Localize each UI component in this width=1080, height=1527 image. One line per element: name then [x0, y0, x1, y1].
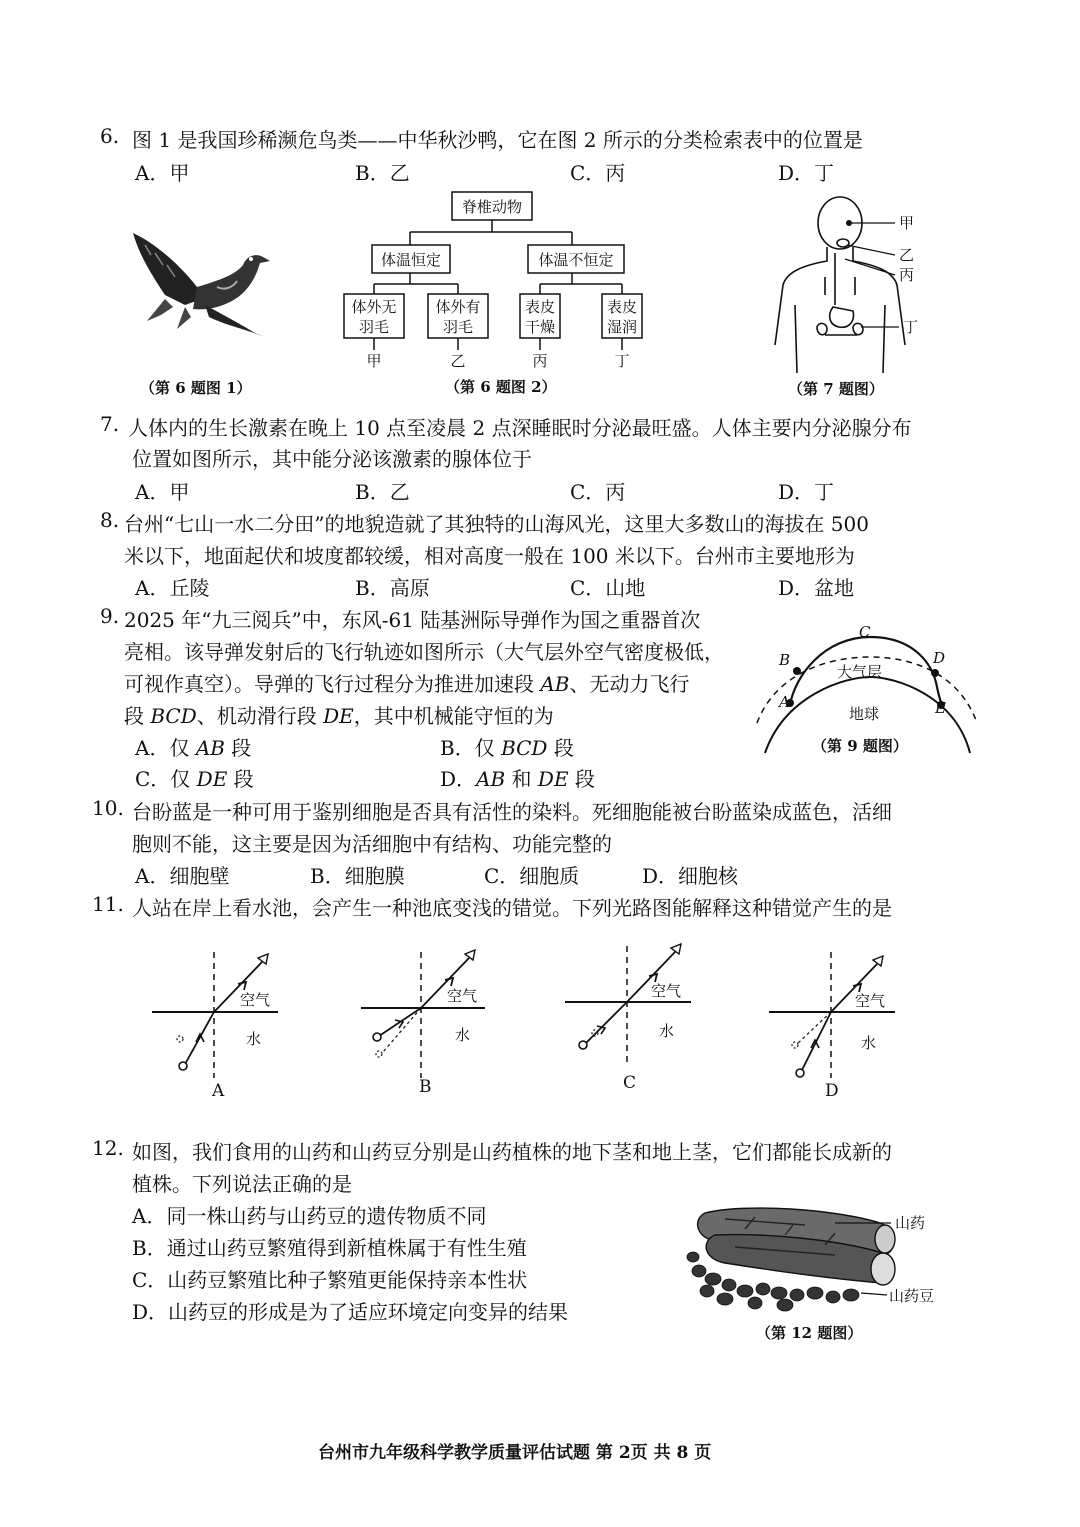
key-label-ding: 丁 — [614, 352, 630, 370]
key-left-node: 体温恒定 — [380, 251, 442, 269]
atmosphere-label: 大气层 — [837, 663, 883, 681]
human-endocrine-figure — [765, 195, 925, 375]
q10-option-c: C．细胞质 — [484, 864, 580, 888]
q8-number: 8. — [100, 508, 120, 532]
q6-fig2-caption: （第 6 题图 2） — [445, 378, 557, 396]
q9-fig-caption: （第 9 题图） — [812, 737, 908, 755]
q10-option-a: A．细胞壁 — [135, 864, 230, 888]
trajectory-point-c: C — [859, 623, 871, 641]
q12-number: 12. — [92, 1136, 124, 1160]
q12-stem-line1: 如图，我们食用的山药和山药豆分别是山药植株的地下茎和地上茎，它们都能长成新的 — [132, 1140, 892, 1164]
q7-stem-line1: 人体内的生长激素在晚上 10 点至凌晨 2 点深睡眠时分泌最旺盛。人体主要内分泌腺分布 — [128, 416, 912, 440]
q10-option-d: D．细胞核 — [642, 864, 739, 888]
trajectory-point-d: D — [933, 649, 946, 667]
key-label-yi: 乙 — [450, 352, 466, 370]
c-water-label: 水 — [659, 1022, 675, 1040]
key-label-jia: 甲 — [366, 352, 382, 370]
q11-number: 11. — [92, 892, 124, 916]
b-air-label: 空气 — [447, 987, 478, 1005]
body-label-bing: 丙 — [899, 266, 915, 284]
q12-option-b: B．通过山药豆繁殖得到新植株属于有性生殖 — [132, 1236, 527, 1260]
trajectory-point-e: E — [935, 699, 946, 717]
q8-stem-line1: 台州“七山一水二分田”的地貌造就了其独特的山海风光，这里大多数山的海拔在 500 — [124, 512, 869, 536]
q10-stem-line1: 台盼蓝是一种可用于鉴别细胞是否具有活性的染料。死细胞能被台盼蓝染成蓝色，活细 — [132, 800, 892, 824]
q8-stem-line2: 米以下，地面起伏和坡度都较缓，相对高度一般在 100 米以下。台州市主要地形为 — [124, 544, 855, 568]
q10-stem-line2: 胞则不能，这主要是因为活细胞中有结构、功能完整的 — [132, 832, 612, 856]
q9-option-d: D．AB 和 DE 段 — [440, 767, 595, 791]
q9-stem-line3: 可视作真空）。导弹的飞行过程分为推进加速段 AB、无动力飞行 — [124, 672, 690, 696]
q7-stem-line2: 位置如图所示，其中能分泌该激素的腺体位于 — [132, 447, 532, 471]
b-water-label: 水 — [455, 1026, 471, 1044]
key-leaf-4-l2: 湿润 — [606, 318, 638, 336]
key-leaf-3-l1: 表皮 — [524, 298, 556, 316]
q12-option-d: D．山药豆的形成是为了适应环境定向变异的结果 — [132, 1300, 569, 1324]
q12-option-c: C．山药豆繁殖比种子繁殖更能保持亲本性状 — [132, 1268, 528, 1292]
option-b-label: B — [419, 1077, 432, 1097]
d-air-label: 空气 — [855, 992, 886, 1010]
q9-option-c: C．仅 DE 段 — [135, 767, 254, 791]
q6-number: 6. — [100, 124, 120, 148]
c-air-label: 空气 — [651, 982, 682, 1000]
yam-bean-label: 山药豆 — [889, 1287, 935, 1305]
option-a-label: A — [212, 1081, 225, 1100]
q9-number: 9. — [100, 604, 120, 628]
option-c-label: C — [623, 1073, 637, 1093]
trajectory-point-a: A — [779, 693, 790, 711]
light-path-a — [150, 940, 285, 1100]
key-leaf-3-l2: 干燥 — [524, 318, 556, 336]
q11-stem: 人站在岸上看水池，会产生一种池底变浅的错觉。下列光路图能解释这种错觉产生的是 — [132, 896, 892, 920]
q8-option-d: D．盆地 — [778, 576, 855, 600]
key-leaf-1-l2: 羽毛 — [358, 318, 390, 336]
merganser-duck-figure — [125, 225, 275, 340]
d-water-label: 水 — [861, 1034, 877, 1052]
q9-stem-line2: 亮相。该导弹发射后的飞行轨迹如图所示（大气层外空气密度极低， — [124, 640, 724, 664]
body-label-jia: 甲 — [899, 214, 915, 232]
body-label-ding: 丁 — [903, 318, 919, 336]
key-root: 脊椎动物 — [461, 198, 523, 216]
key-leaf-2-l1: 体外有 — [435, 298, 481, 316]
q6-option-d: D．丁 — [778, 161, 835, 185]
q6-stem: 图 1 是我国珍稀濒危鸟类——中华秋沙鸭，它在图 2 所示的分类检索表中的位置是 — [132, 128, 863, 152]
light-path-b — [357, 940, 492, 1100]
q7-fig-caption: （第 7 题图） — [788, 380, 884, 398]
q8-option-c: C．山地 — [570, 576, 646, 600]
q6-option-c: C．丙 — [570, 161, 626, 185]
earth-label: 地球 — [849, 705, 880, 723]
option-d-label: D — [825, 1081, 839, 1100]
classification-key-diagram — [340, 190, 660, 370]
light-path-c — [563, 938, 698, 1098]
q9-stem-line1: 2025 年“九三阅兵”中，东风-61 陆基洲际导弹作为国之重器首次 — [124, 608, 701, 632]
q8-option-a: A．丘陵 — [135, 576, 210, 600]
q7-option-b: B．乙 — [355, 480, 410, 504]
q9-option-b: B．仅 BCD 段 — [440, 736, 574, 760]
missile-trajectory-figure — [755, 615, 980, 755]
key-leaf-1-l1: 体外无 — [351, 298, 397, 316]
a-water-label: 水 — [246, 1030, 262, 1048]
q7-number: 7. — [100, 412, 120, 436]
q8-option-b: B．高原 — [355, 576, 430, 600]
key-label-bing: 丙 — [532, 352, 548, 370]
q10-option-b: B．细胞膜 — [310, 864, 405, 888]
q6-option-b: B．乙 — [355, 161, 410, 185]
light-path-d — [767, 940, 902, 1100]
a-air-label: 空气 — [240, 991, 271, 1009]
q9-option-a: A．仅 AB 段 — [135, 736, 252, 760]
key-leaf-4-l1: 表皮 — [606, 298, 638, 316]
body-label-yi: 乙 — [899, 246, 915, 264]
q7-option-c: C．丙 — [570, 480, 626, 504]
q7-option-a: A．甲 — [135, 480, 190, 504]
q7-option-d: D．丁 — [778, 480, 835, 504]
q6-option-a: A．甲 — [135, 161, 190, 185]
q12-option-a: A．同一株山药与山药豆的遗传物质不同 — [132, 1204, 487, 1228]
q12-stem-line2: 植株。下列说法正确的是 — [132, 1172, 352, 1196]
key-right-node: 体温不恒定 — [538, 251, 614, 269]
q6-fig1-caption: （第 6 题图 1） — [140, 379, 252, 397]
q9-stem-line4: 段 BCD、机动滑行段 DE，其中机械能守恒的为 — [124, 704, 554, 728]
trajectory-point-b: B — [779, 651, 791, 669]
page-footer: 台州市九年级科学教学质量评估试题 第 2页 共 8 页 — [318, 1443, 712, 1463]
key-leaf-2-l2: 羽毛 — [442, 318, 474, 336]
yam-figure — [685, 1195, 955, 1315]
q10-number: 10. — [92, 796, 124, 820]
q12-fig-caption: （第 12 题图） — [756, 1324, 863, 1342]
yam-label: 山药 — [895, 1214, 926, 1232]
